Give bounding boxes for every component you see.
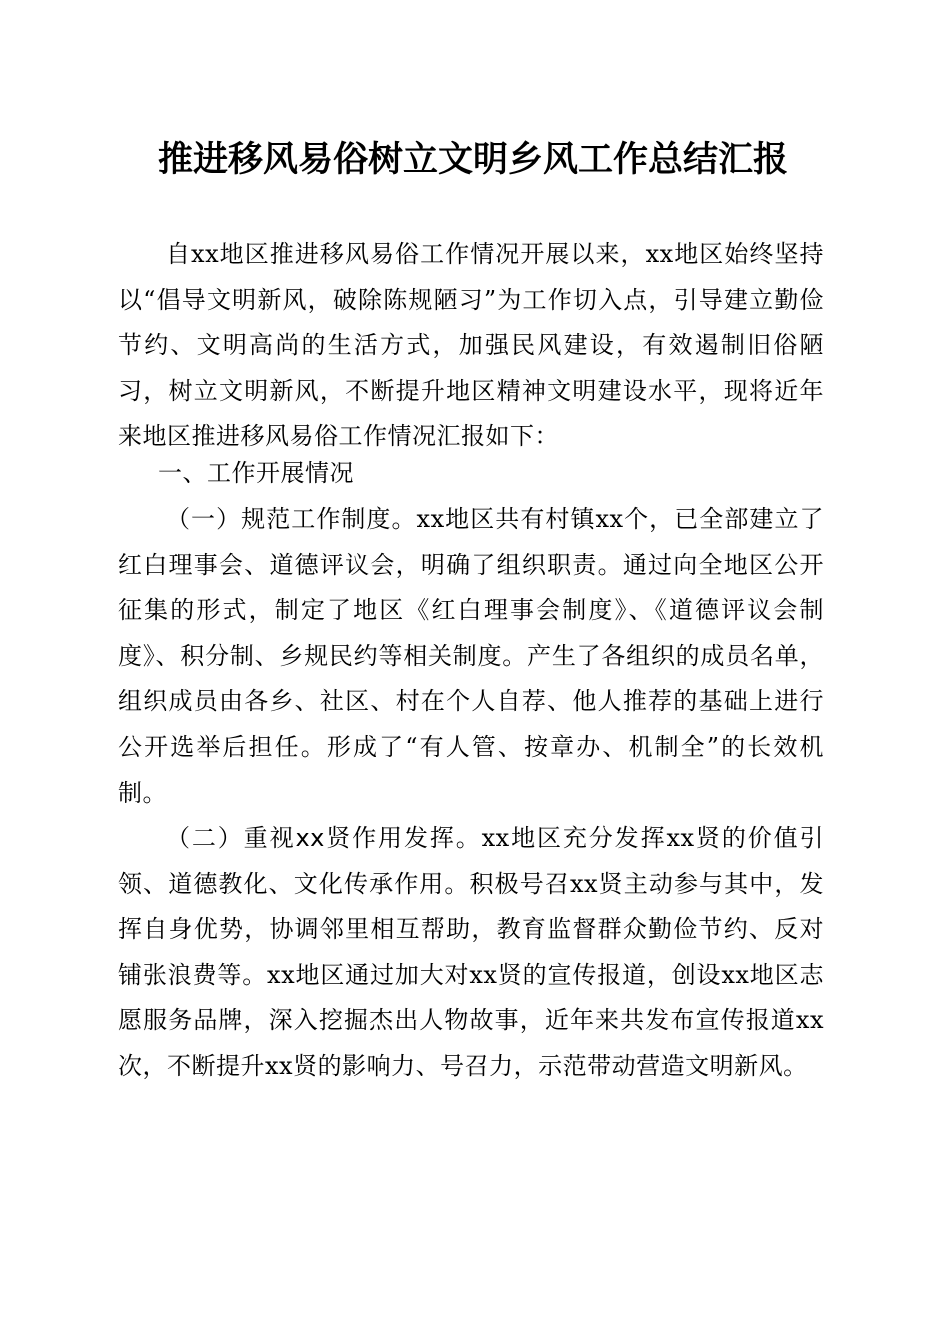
section-heading-1: 一、工作开展情况 bbox=[158, 459, 354, 487]
intro-paragraph: 自xx地区推进移风易俗工作情况开展以来，xx地区始终坚持以“倡导文明新风，破除陈规陋习”为工作切入点，引导建立勤俭节约、文明高尚的生活方式，加强民风建设，有效遏制旧俗陋习，树立文明新风，不断提升地区精神文明建设水平，现将近年来地区推进移风易俗工作情况汇报如下： bbox=[118, 240, 824, 451]
paragraph-text: xx地区充分发挥xx贤的价值引领、道德教化、文化传承作用。积极号召xx贤主动参与其中，发挥自身优势，协调邻里相互帮助，教育监督群众勤俭节约、反对铺张浪费等。xx地区通过加大对xx贤的宣传报道，创设xx地区志愿服务品牌，深入挖掘杰出人物故事，近年来共发布宣传报道xx次，不断提升xx贤的影响力、号召力，示范带动营造文明新风。 bbox=[118, 824, 825, 1080]
paragraph-xianda-role bbox=[118, 816, 824, 1090]
paragraph-lead: （二）重视xx贤作用发挥。 bbox=[166, 824, 482, 852]
paragraph-lead: （一）规范工作制度。 bbox=[166, 505, 417, 533]
paragraph-regulate-system bbox=[118, 497, 824, 816]
document-title: 推进移风易俗树立文明乡风工作总结汇报 bbox=[157, 139, 788, 180]
paragraph-text: xx地区共有村镇xx个，已全部建立了红白理事会、道德评议会，明确了组织职责。通过向全地区公开征集的形式，制定了地区《红白理事会制度》、《道德评议会制度》、积分制、乡规民约等相关制度。产生了各组织的成员名单，组织成员由各乡、社区、村在个人自荐、他人推荐的基础上进行公开选举后担任。形成了“有人管、按章办、机制全”的长效机制。 bbox=[118, 505, 825, 807]
